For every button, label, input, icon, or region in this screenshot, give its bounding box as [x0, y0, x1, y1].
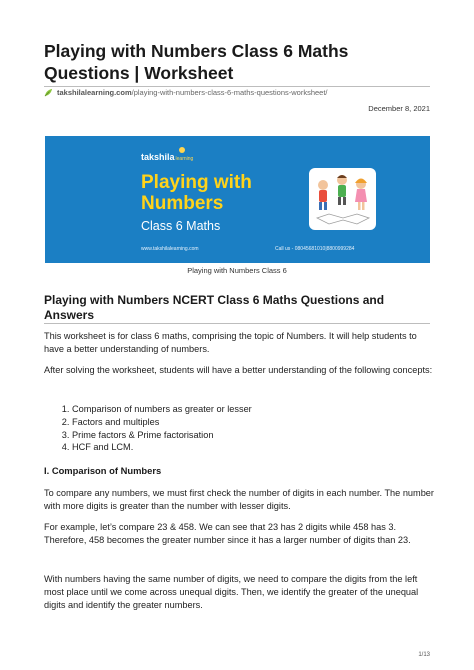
- leaf-icon: [44, 88, 53, 97]
- banner-website: www.takshilalearning.com: [141, 246, 199, 252]
- page-title: Playing with Numbers Class 6 Maths Questions | Worksheet: [44, 41, 349, 83]
- list-item: 3. Prime factors & Prime factorisation: [72, 429, 252, 442]
- banner-headline-2: Numbers: [141, 193, 224, 214]
- subsection-heading: I. Comparison of Numbers: [44, 465, 162, 476]
- body-paragraph-2: For example, let’s compare 23 & 458. We can see that 23 has 2 digits while 458 has 3. Therefore, 458 becomes the greater number since it has a larger number of digits than 23.: [44, 522, 411, 545]
- after-paragraph: After solving the worksheet, students will have a better understanding of the following concepts:: [44, 365, 433, 375]
- banner-phone: Call us - 08045681010|8800999284: [275, 246, 355, 252]
- image-caption: Playing with Numbers Class 6: [187, 266, 287, 275]
- brand-name: takshila: [141, 152, 175, 162]
- source-domain[interactable]: takshilalearning.com: [57, 88, 132, 97]
- logo-mark-icon: [179, 147, 185, 153]
- publish-date: December 8, 2021: [368, 104, 430, 113]
- title-divider: [44, 86, 430, 87]
- page-number: 1/13: [418, 652, 430, 658]
- body-paragraph-1: To compare any numbers, we must first check the number of digits in each number. The number with more digits is greater than the number with lesser digits.: [44, 488, 434, 511]
- banner-headline-1: Playing with: [141, 172, 252, 193]
- source-path[interactable]: /playing-with-numbers-class-6-maths-questions-worksheet/: [131, 88, 328, 97]
- list-item: 4. HCF and LCM.: [72, 441, 252, 454]
- brand-small: learning: [175, 156, 194, 162]
- list-item: 1. Comparison of numbers as greater or lesser: [72, 403, 252, 416]
- section-heading: Playing with Numbers NCERT Class 6 Maths Questions and Answers: [44, 293, 385, 322]
- concept-list: [60, 403, 252, 454]
- kids-illustration-icon: [309, 168, 376, 230]
- section-divider: [44, 323, 430, 324]
- brand-logo: [141, 152, 193, 162]
- intro-paragraph: This worksheet is for class 6 maths, comprising the topic of Numbers. It will help students to have a better understanding of numbers.: [44, 331, 417, 354]
- banner-image: [45, 136, 430, 263]
- list-item: 2. Factors and multiples: [72, 416, 252, 429]
- source-line[interactable]: [44, 88, 328, 97]
- banner-subtitle: Class 6 Maths: [141, 219, 221, 233]
- body-paragraph-3: With numbers having the same number of digits, we need to compare the digits from the left most place until we come across unequal digits. Then, we identify the greater of the unequal digits and identify the greater numbers.: [44, 574, 419, 610]
